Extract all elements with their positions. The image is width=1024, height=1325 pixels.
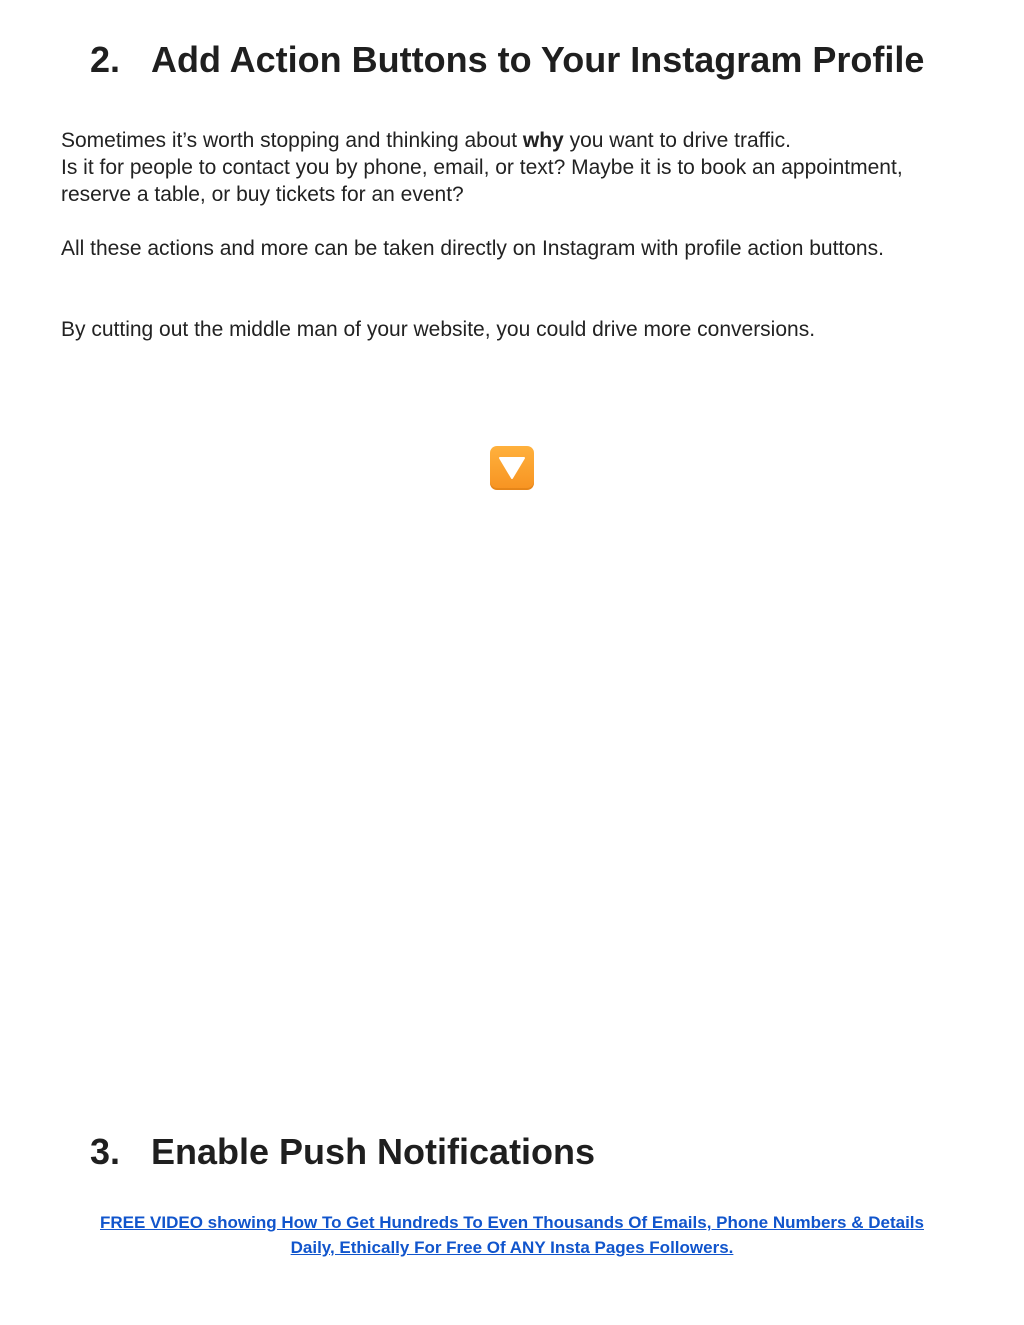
free-video-link[interactable] [100, 1213, 924, 1257]
section-number: 2. [90, 39, 121, 80]
paragraph-conversions: By cutting out the middle man of your website, you could drive more conversions. [61, 318, 816, 341]
paragraph-text: Sometimes it’s worth stopping and thinking about [61, 129, 523, 152]
promo-line-1: FREE VIDEO showing How To Get Hundreds To Even Thousands Of Emails, Phone Numbers & Details [100, 1213, 924, 1232]
section-heading-3 [90, 1132, 595, 1172]
section-title: Add Action Buttons to Your Instagram Profile [151, 39, 925, 80]
section-heading-2 [90, 40, 924, 80]
emphasis-why: why [522, 129, 564, 152]
promo-line-2: Daily, Ethically For Free Of ANY Insta Pages Followers. [290, 1238, 734, 1257]
paragraph-why [61, 127, 941, 208]
promo-link-block [40, 1210, 984, 1260]
paragraph-text: Is it for people to contact you by phone, email, or text? Maybe it is to book an appointment, reserve a table, or buy tickets for an event? [61, 156, 903, 206]
triangle-down-icon [498, 456, 526, 480]
section-number: 3. [90, 1131, 121, 1172]
paragraph-text: you want to drive traffic. [563, 129, 791, 152]
down-arrow-button-icon [490, 446, 534, 490]
section-title: Enable Push Notifications [151, 1131, 596, 1172]
paragraph-actions: All these actions and more can be taken directly on Instagram with profile action buttons. [61, 237, 884, 260]
